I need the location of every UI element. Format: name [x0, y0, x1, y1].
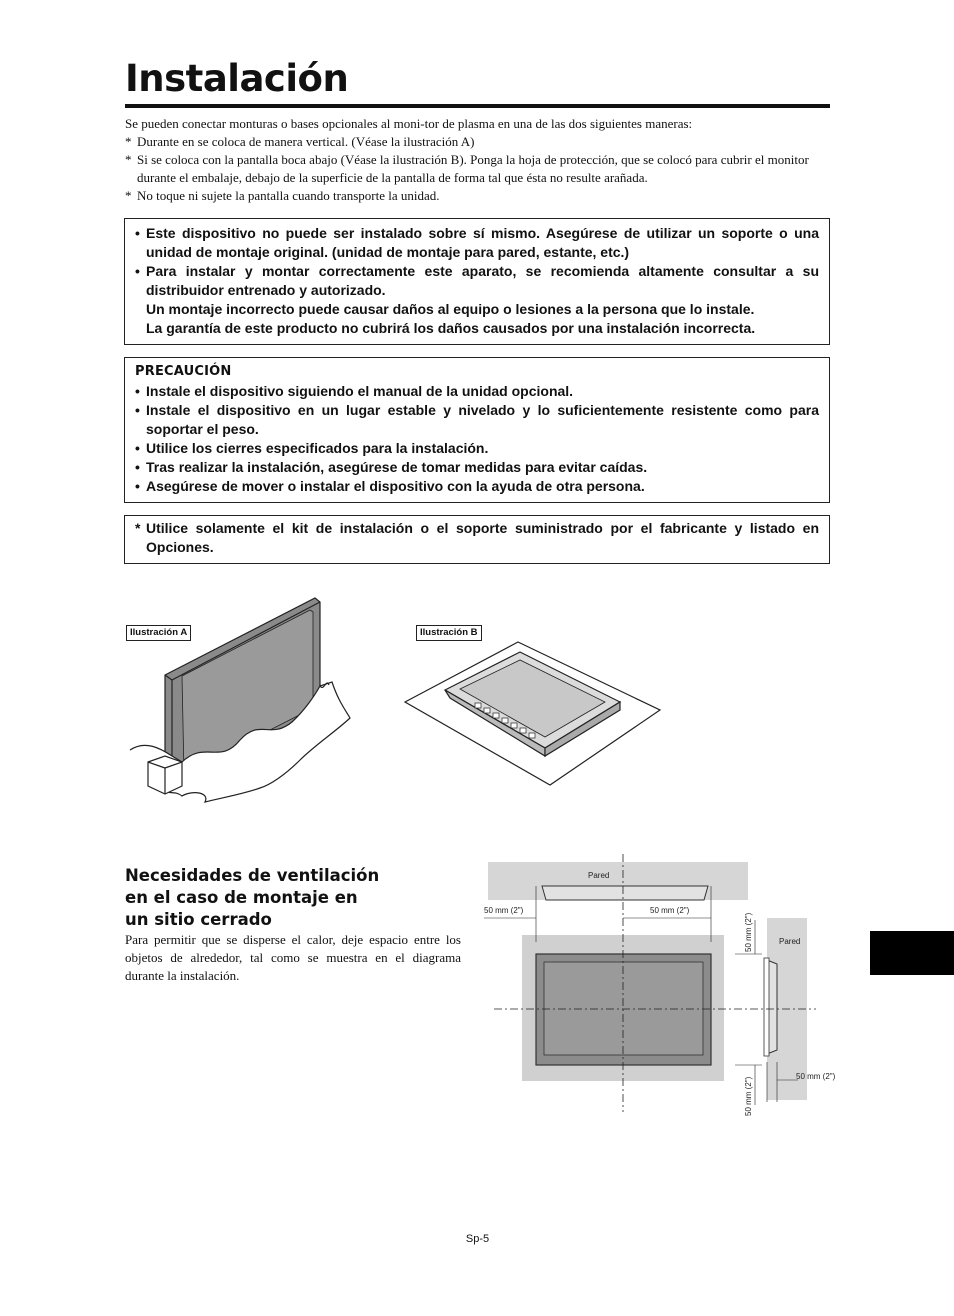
intro-item [125, 133, 831, 151]
warning-item-text: Este dispositivo no puede ser instalado sobre sí mismo. Asegúrese de utilizar un soporte o una unidad de montaje original. (unidad de montaje para pared, estante, etc.) [146, 225, 819, 260]
page-title: Instalación [125, 57, 349, 100]
ventilation-heading-line: Necesidades de ventilación [125, 866, 380, 885]
wall-label: Pared [779, 937, 801, 946]
asterisk-marker: * [125, 152, 132, 167]
monitor-top-view [542, 886, 708, 900]
ventilation-diagram-drawing [480, 850, 850, 1120]
bullet: • [135, 478, 140, 494]
caution-heading: PRECAUCIÓN [135, 364, 232, 379]
bullet: • [135, 402, 140, 418]
caution-item-text: Instale el dispositivo siguiendo el manual de la unidad opcional. [146, 383, 574, 399]
ventilation-text: Para permitir que se disperse el calor, deje espacio entre los objetos de alrededor, tal como se muestra en el diagrama durante la instalación. [125, 932, 461, 983]
clearance-label: 50 mm (2") [796, 1072, 836, 1081]
warning-continuation-text: La garantía de este producto no cubrirá los daños causados por una instalación incorrecta. [146, 320, 756, 336]
asterisk-marker: * [135, 520, 141, 536]
clearance-label: 50 mm (2") [650, 906, 690, 915]
caution-box [124, 357, 830, 503]
illustration-b-label: Ilustración B [416, 625, 482, 641]
ventilation-heading [125, 865, 465, 931]
bullet: • [135, 459, 140, 475]
asterisk-marker: * [125, 188, 132, 203]
warning-item-text: Para instalar y montar correctamente este aparato, se recomienda altamente consultar a su distribuidor entrenado y autorizado. [146, 263, 819, 298]
illustration-a-label: Ilustración A [126, 625, 191, 641]
warning-box [124, 218, 830, 345]
illustrations [120, 590, 680, 820]
ventilation-diagram [480, 850, 850, 1120]
intro-item-text: Durante en se coloca de manera vertical. (Véase la ilustración A) [137, 134, 475, 149]
warning-continuation-text: Un montaje incorrecto puede causar daños al equipo o lesiones a la persona que lo instale. [146, 301, 755, 317]
ventilation-heading-line: un sitio cerrado [125, 910, 272, 929]
caution-item [135, 439, 819, 458]
monitor-screen [544, 962, 703, 1055]
bullet: • [135, 225, 140, 241]
illustration-drawings [120, 590, 680, 820]
caution-item-text: Tras realizar la instalación, asegúrese de tomar medidas para evitar caídas. [146, 459, 648, 475]
note-text: Utilice solamente el kit de instalación o el soporte suministrado por el fabricante y listado en Opciones. [146, 520, 819, 555]
asterisk-marker: * [125, 134, 132, 149]
caution-item [135, 458, 819, 477]
intro-lead: Se pueden conectar monturas o bases opcionales al moni-tor de plasma en una de las dos siguientes maneras: [125, 116, 693, 131]
bullet: • [135, 440, 140, 456]
wall-label: Pared [588, 871, 610, 880]
intro-item-text: Si se coloca con la pantalla boca abajo (Véase la ilustración B). Ponga la hoja de protección, que se colocó para cubrir el monitor durante el embalaje, debajo de la superficie de la pantalla de forma tal que ésta no resulte arañada. [137, 152, 809, 185]
caution-item [135, 477, 819, 496]
warning-continuation [135, 319, 819, 338]
note-box [124, 515, 830, 564]
bullet: • [135, 263, 140, 279]
caution-item [135, 401, 819, 439]
caution-item-text: Instale el dispositivo en un lugar estable y nivelado y lo suficientemente resistente como para soportar el peso. [146, 402, 819, 437]
page-number: Sp-5 [465, 1233, 490, 1245]
bullet: • [135, 383, 140, 399]
intro-item [125, 151, 831, 187]
clearance-label: 50 mm (2") [484, 906, 524, 915]
ventilation-heading-line: en el caso de montaje en [125, 888, 358, 907]
section-tab [870, 931, 954, 975]
note-item [135, 519, 819, 557]
clearance-label: 50 mm (2") [744, 912, 753, 952]
clearance-label: 50 mm (2") [744, 1076, 753, 1116]
illustration-b-drawing [405, 642, 660, 785]
warning-item [135, 262, 819, 300]
intro-item-text: No toque ni sujete la pantalla cuando transporte la unidad. [137, 188, 440, 203]
caution-item [135, 382, 819, 401]
intro-item [125, 187, 831, 205]
warning-continuation [135, 300, 819, 319]
caution-item-text: Utilice los cierres especificados para la instalación. [146, 440, 489, 456]
warning-item [135, 224, 819, 262]
caution-item-text: Asegúrese de mover o instalar el dispositivo con la ayuda de otra persona. [146, 478, 645, 494]
intro-section [125, 115, 831, 205]
title-rule [125, 104, 830, 108]
